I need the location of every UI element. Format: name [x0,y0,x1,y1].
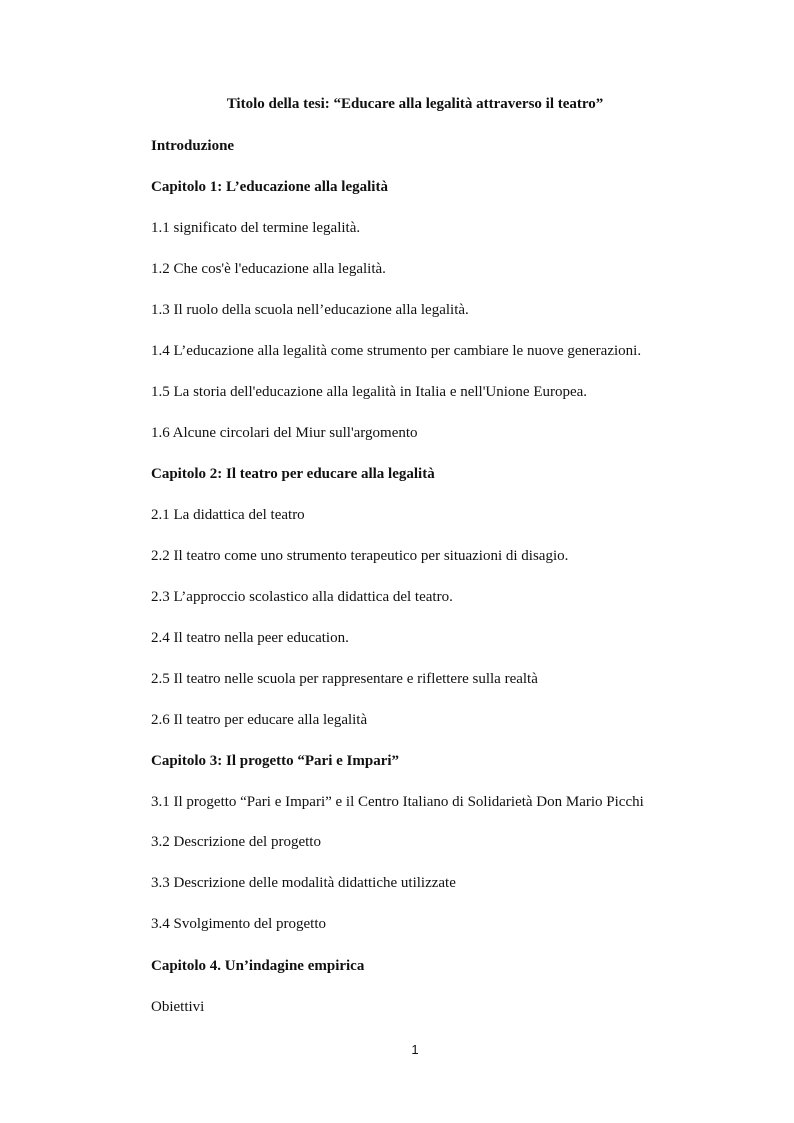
toc-line: 3.4 Svolgimento del progetto [151,916,326,932]
toc-line: 2.4 Il teatro nella peer education. [151,630,349,646]
toc-line: 3.2 Descrizione del progetto [151,834,321,850]
toc-line: 1.5 La storia dell'educazione alla legalità in Italia e nell'Unione Europea. [151,384,588,400]
toc-line: 1.4 L’educazione alla legalità come strumento per cambiare le nuove generazioni. [151,343,642,359]
toc-line: 1.3 Il ruolo della scuola nell’educazione alla legalità. [151,302,469,318]
toc-line: Capitolo 3: Il progetto “Pari e Impari” [151,753,400,769]
toc-line: Capitolo 4. Un’indagine empirica [151,958,365,974]
toc-line: Capitolo 1: L’educazione alla legalità [151,179,388,195]
toc-line: 2.6 Il teatro per educare alla legalità [151,712,368,728]
toc-line: 2.3 L’approccio scolastico alla didattica del teatro. [151,589,453,605]
toc-line: 2.2 Il teatro come uno strumento terapeutico per situazioni di disagio. [151,548,569,564]
toc-line: 3.1 Il progetto “Pari e Impari” e il Centro Italiano di Solidarietà Don Mario Picchi [151,794,644,810]
toc-line: 1.2 Che cos'è l'educazione alla legalità. [151,261,386,277]
toc-line: 3.3 Descrizione delle modalità didattiche utilizzate [151,875,456,891]
toc-line: Capitolo 2: Il teatro per educare alla legalità [151,466,435,482]
page-number: 1 [411,1042,419,1057]
toc-line: 1.1 significato del termine legalità. [151,220,361,236]
toc-line: 2.5 Il teatro nelle scuola per rappresentare e riflettere sulla realtà [151,671,538,687]
toc-line: Obiettivi [151,999,205,1015]
thesis-title: Titolo della tesi: “Educare alla legalità attraverso il teatro” [226,96,604,112]
toc-line: Introduzione [151,138,235,154]
toc-line: 2.1 La didattica del teatro [151,507,305,523]
toc-line: 1.6 Alcune circolari del Miur sull'argomento [151,425,418,441]
